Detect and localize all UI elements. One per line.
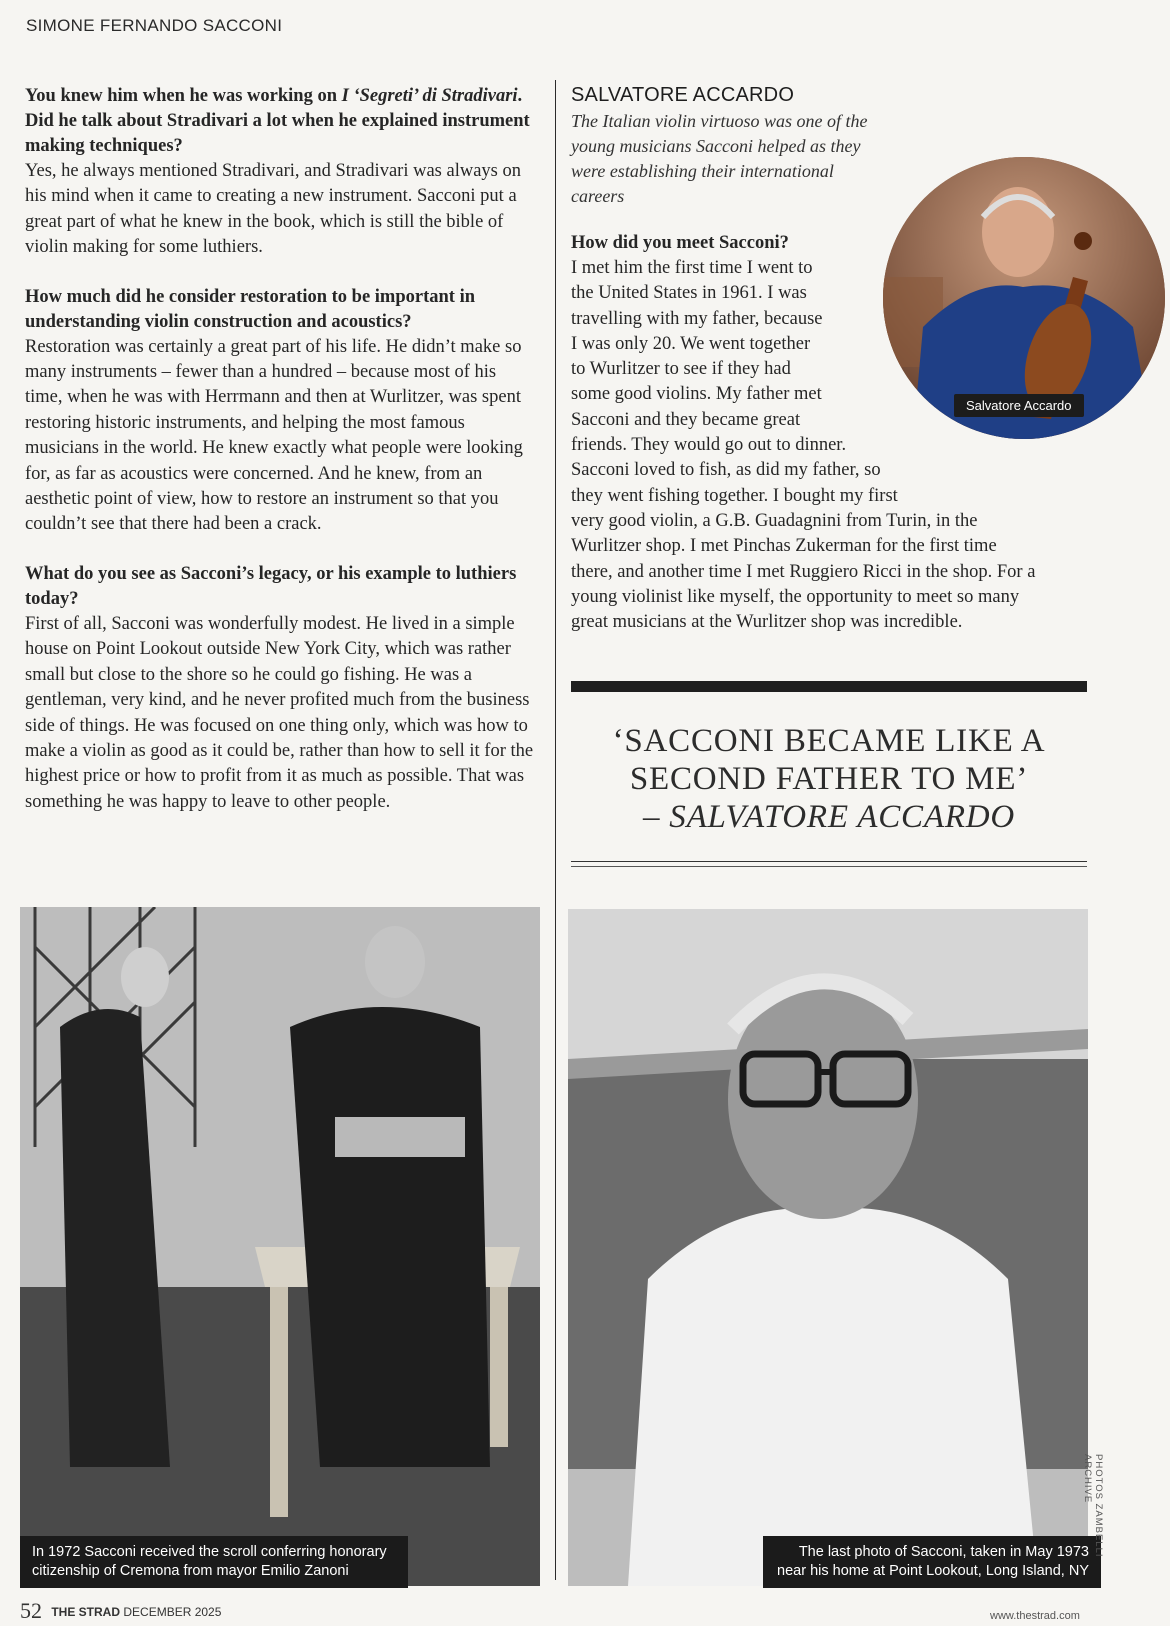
question-2: How much did he consider restoration to be important in understanding violin construction and acoustics? [25, 286, 476, 332]
quote-rule [571, 866, 1087, 867]
photo-sacconi-point-lookout [568, 909, 1088, 1586]
question-1: You knew him when he was working on I ‘Segreti’ di Stradivari. Did he talk about Stradivari a lot when he explained instrument making techniques? [25, 86, 530, 156]
book-title: I ‘Segreti’ di Stradivari [341, 86, 518, 106]
question-accardo: How did you meet Sacconi? [571, 233, 789, 253]
question-3: What do you see as Sacconi’s legacy, or his example to luthiers today? [25, 563, 517, 609]
section-kicker: SALVATORE ACCARDO [571, 84, 795, 106]
magazine-name: THE STRAD [51, 1605, 121, 1619]
column-divider [555, 80, 556, 1580]
pull-quote-line-2: SECOND FATHER TO ME’ [629, 761, 1029, 797]
answer-3: First of all, Sacconi was wonderfully modest. He lived in a simple house on Point Lookout outside New York City, which was rather small but close to the shore so he could go fishing. He was a gentleman, very kind, and he never profited much from the business side of things. He was focused on one thing only, which was how to make a violin as good as it could be, rather than how to sell it for the highest price or how to profit from it as much as possible. That was something he was happy to leave to other people. [25, 613, 534, 812]
photo-credit: PHOTOS ZAMBELLI ARCHIVE [1082, 1454, 1104, 1558]
photo-cremona-ceremony [20, 907, 540, 1586]
quote-rule [571, 861, 1087, 862]
answer-1: Yes, he always mentioned Stradivari, and Stradivari was always on his mind when it came to creating a new instrument. Sacconi put a great part of what he knew in the book, which is still the bible of violin making for some luthiers. [25, 161, 521, 258]
pull-quote-dash: – [642, 799, 670, 835]
caption-left-photo: In 1972 Sacconi received the scroll conferring honorary citizenship of Cremona from mayor Emilio Zanoni [20, 1536, 408, 1588]
left-column [25, 84, 537, 839]
answer-2: Restoration was certainly a great part of his life. He didn’t make so many instruments – fewer than a hundred – because most of his time, when he was with Herrmann and then at Wurlitzer, was spent restoring historic instruments, and helping the most famous musicians in the world. He knew exactly what people were looking for, as far as acoustics were concerned. And he knew, from an aesthetic point of view, how to restore an instrument so that you couldn’t see that there had been a crack. [25, 336, 523, 535]
portrait-caption: Salvatore Accardo [954, 394, 1084, 417]
footer-folio [20, 1598, 221, 1624]
website-link[interactable]: www.thestrad.com [990, 1610, 1080, 1622]
running-head: SIMONE FERNANDO SACCONI [26, 16, 283, 35]
pull-quote-line-1: ‘SACCONI BECAME LIKE A [612, 723, 1046, 759]
issue-date: DECEMBER 2025 [123, 1605, 222, 1619]
caption-right-photo: The last photo of Sacconi, taken in May 1973 near his home at Point Lookout, Long Island, NY [763, 1536, 1101, 1588]
quote-top-bar [571, 681, 1087, 692]
standfirst: The Italian violin virtuoso was one of the young musicians Sacconi helped as they were establishing their international careers [571, 111, 868, 206]
pull-quote-attribution: SALVATORE ACCARDO [669, 799, 1016, 835]
answer-accardo: I met him the first time I went to the United States in 1961. I was travelling with my father, because I was only 20. We went together to Wurlitzer to see if they had some good violins. My father met Sacconi and they became great friends. They would go out to dinner. Sacconi loved to fish, as did my father, so they went fishing together. I bought my first very good violin, a G.B. Guadagnini from Turin, in the Wurlitzer shop. I met Pinchas Zukerman for the first time there, and another time I met Ruggiero Ricci in the shop. For a young violinist like myself, the opportunity to meet so many great musicians at the Wurlitzer shop was incredible. [571, 258, 1036, 633]
pull-quote [571, 722, 1087, 836]
page-number: 52 [20, 1598, 42, 1623]
